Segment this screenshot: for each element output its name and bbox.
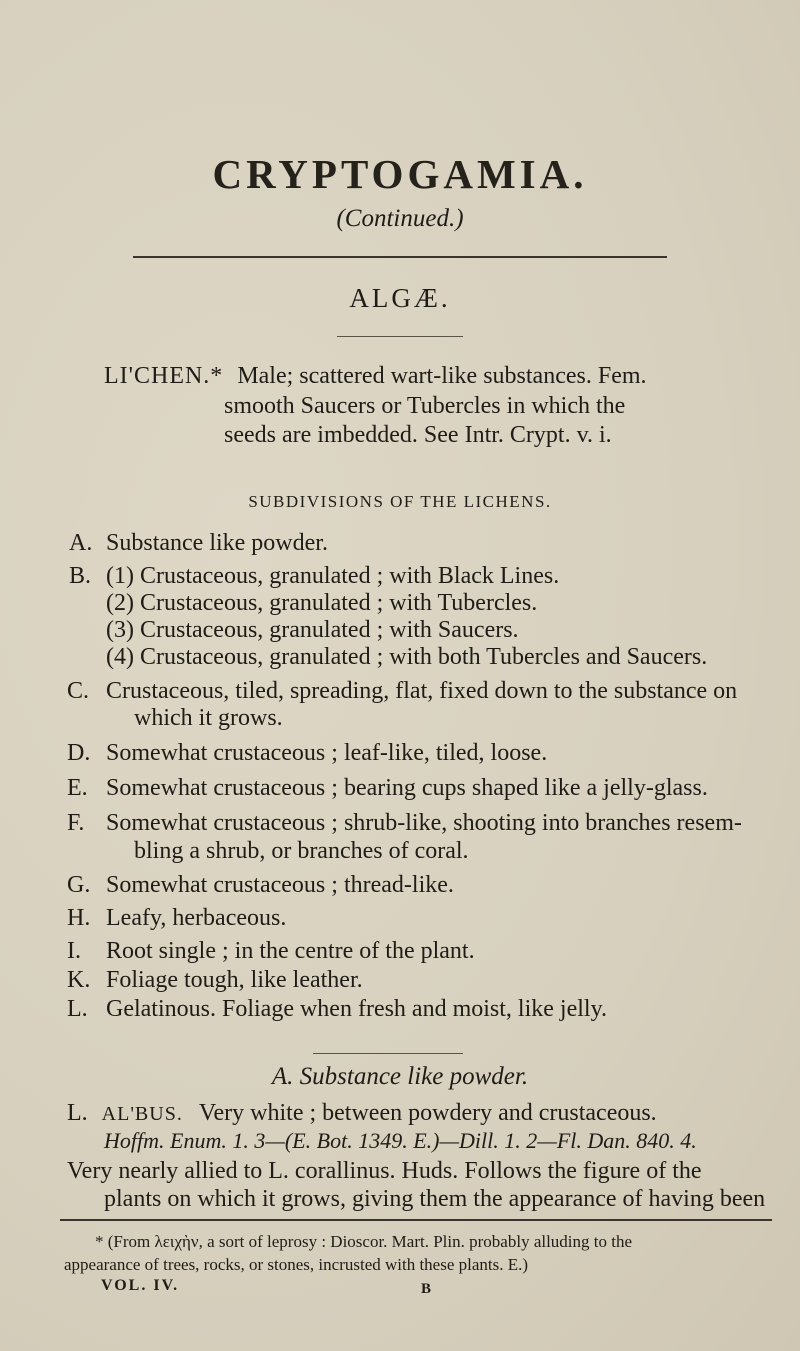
entry-albus-line4: plants on which it grows, giving them the appearance of having been — [104, 1186, 766, 1212]
entry-albus-references: Hoffm. Enum. 1. 3—(E. Bot. 1349. E.)—Dill. 1. 2—Fl. Dan. 840. 4. — [104, 1128, 697, 1153]
subheading-rule — [313, 1053, 463, 1054]
lichen-line1-rest: Male; scattered wart-like substances. Fem. — [237, 363, 647, 389]
footnote-line2: appearance of trees, rocks, or stones, incrusted with these plants. E.) — [64, 1255, 529, 1274]
subdivision-letter: A. — [69, 530, 93, 556]
subdivision-text: Somewhat crustaceous ; thread-like. — [106, 872, 454, 898]
entry-albus-line1-rest: Very white ; between powdery and crustaceous. — [198, 1100, 657, 1126]
subdivision-letter: K. — [67, 967, 91, 993]
section-rule — [337, 336, 463, 337]
subheading-a: A. Substance like powder. — [271, 1063, 529, 1090]
subdivision-letter: D. — [67, 740, 91, 766]
subdivision-text: Root single ; in the centre of the plant. — [106, 938, 475, 964]
subdivision-letter: B. — [69, 563, 92, 589]
subdivision-letter: H. — [67, 905, 91, 931]
header-rule — [133, 256, 667, 258]
subdivision-letter: L. — [67, 996, 88, 1022]
subdivision-letter: F. — [67, 810, 85, 836]
subdivision-text: Foliage tough, like leather. — [106, 967, 363, 993]
lichen-entry-line1 — [104, 363, 647, 390]
subdivision-text: (4) Crustaceous, granulated ; with both Tubercles and Saucers. — [106, 644, 708, 670]
subdivision-text: Substance like powder. — [106, 530, 328, 556]
page-title: CRYPTOGAMIA. — [212, 151, 588, 197]
subdivision-text: Somewhat crustaceous ; shrub-like, shooting into branches resem- — [106, 810, 742, 836]
entry-letter: L. — [67, 1100, 88, 1126]
lichen-entry-line3: seeds are imbedded. See Intr. Crypt. v. i. — [224, 422, 612, 448]
subdivision-text: Somewhat crustaceous ; bearing cups shaped like a jelly-glass. — [106, 775, 708, 801]
subdivision-letter: E. — [67, 775, 88, 801]
lichen-term: LI'CHEN.* — [104, 363, 224, 389]
subdivision-letter: C. — [67, 678, 90, 704]
subdivision-letter: I. — [67, 938, 81, 964]
subdivision-text: Leafy, herbaceous. — [106, 905, 287, 931]
species-name: AL'BUS. — [101, 1103, 183, 1125]
subdivision-text: bling a shrub, or branches of coral. — [134, 838, 469, 864]
subdivision-text: Somewhat crustaceous ; leaf-like, tiled, loose. — [106, 740, 548, 766]
section-title: ALGÆ. — [349, 283, 451, 313]
subdivision-text: Gelatinous. Foliage when fresh and moist, like jelly. — [106, 996, 608, 1022]
footnote-rule — [60, 1219, 772, 1221]
footnote-line1: * (From λειχὴν, a sort of leprosy : Dioscor. Mart. Plin. probably alluding to the — [95, 1232, 633, 1251]
subdivisions-heading: SUBDIVISIONS OF THE LICHENS. — [248, 492, 552, 511]
subdivision-text: (3) Crustaceous, granulated ; with Saucers. — [106, 617, 519, 643]
entry-albus-line3: Very nearly allied to L. corallinus. Huds. Follows the figure of the — [67, 1158, 702, 1184]
subdivision-text: (1) Crustaceous, granulated ; with Black Lines. — [106, 563, 560, 589]
entry-albus-line1 — [67, 1100, 657, 1127]
subdivision-text: Crustaceous, tiled, spreading, flat, fixed down to the substance on — [106, 678, 738, 704]
signature-mark: B — [421, 1281, 432, 1297]
volume-signature: VOL. IV. — [101, 1277, 180, 1294]
page-subtitle: (Continued.) — [336, 205, 464, 232]
subdivision-text: which it grows. — [134, 705, 283, 731]
subdivision-text: (2) Crustaceous, granulated ; with Tubercles. — [106, 590, 538, 616]
lichen-entry-line2: smooth Saucers or Tubercles in which the — [224, 393, 626, 419]
subdivision-letter: G. — [67, 872, 91, 898]
